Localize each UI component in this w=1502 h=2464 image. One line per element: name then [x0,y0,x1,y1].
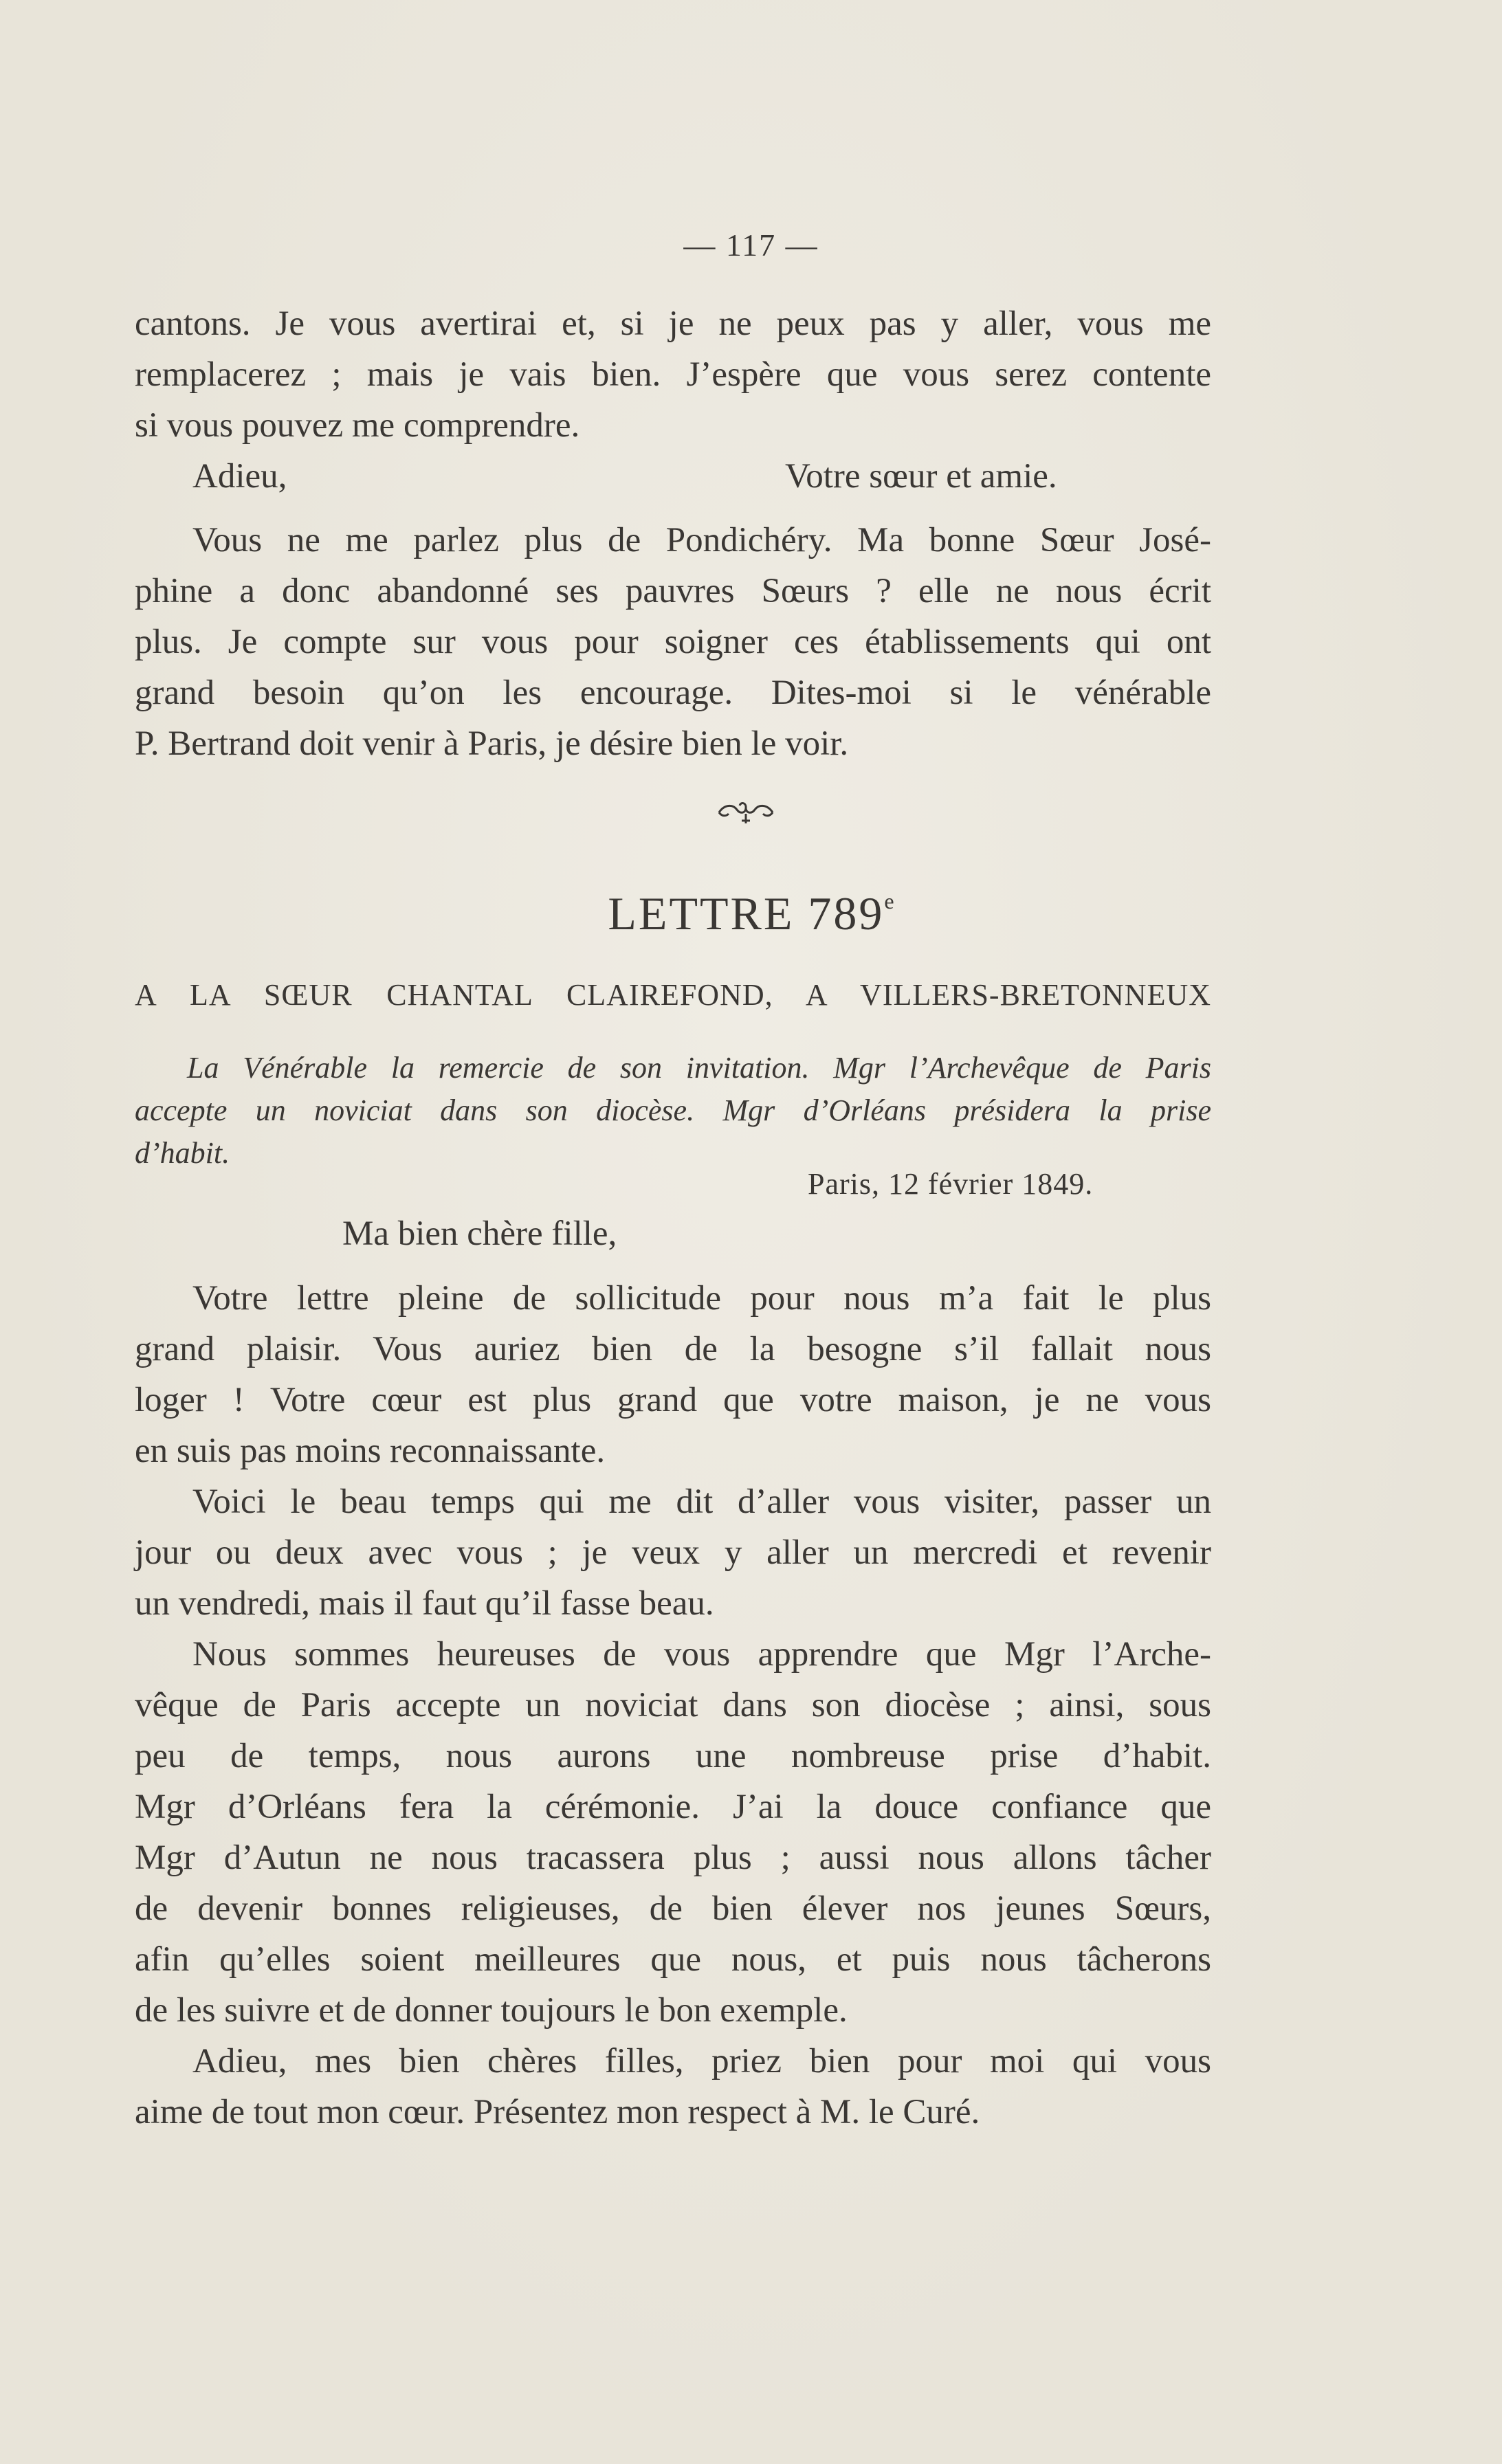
letter-dateline: Paris, 12 février 1849. [808,1167,1094,1201]
summary-line: La Vénérable la remercie de son invitation. Mgr l’Archevêque de Paris [187,1051,1211,1085]
text-line: remplacerez ; mais je vais bien. J’espère que vous serez contente [135,355,1211,394]
letter-summary [135,1047,1211,1175]
text-line: loger ! Votre cœur est plus grand que votre maison, je ne vous [135,1381,1211,1419]
summary-line: accepte un noviciat dans son diocèse. Mgr d’Orléans présidera la prise [135,1094,1211,1127]
text-line: grand besoin qu’on les encourage. Dites-moi si le vénérable [135,674,1211,712]
text-line: Voici le beau temps qui me dit d’aller vous visiter, passer un [192,1483,1211,1521]
closing-signature: Votre sœur et amie. [785,457,1057,496]
letter-body [135,1273,1211,2138]
text-line: aime de tout mon cœur. Présentez mon respect à M. le Curé. [135,2093,980,2131]
text-line: de devenir bonnes religieuses, de bien élever nos jeunes Sœurs, [135,1889,1211,1928]
text-line: en suis pas moins reconnaissante. [135,1432,606,1470]
letter-addressee: A LA SŒUR CHANTAL CLAIREFOND, A VILLERS-BRETONNEUX [135,978,1211,1012]
text-line: un vendredi, mais il faut qu’il fasse beau. [135,1584,714,1623]
text-line: cantons. Je vous avertirai et, si je ne peux pas y aller, vous me [135,304,1211,343]
closing-farewell: Adieu, [192,457,287,496]
text-line: de les suivre et de donner toujours le bon exemple. [135,1991,848,2030]
text-line: afin qu’elles soient meilleures que nous, et puis nous tâcherons [135,1940,1211,1979]
text-line: jour ou deux avec vous ; je veux y aller un mercredi et revenir [135,1533,1211,1572]
text-line: Vous ne me parlez plus de Pondichéry. Ma bonne Sœur José- [192,521,1211,559]
text-line: Mgr d’Autun ne nous tracassera plus ; aussi nous allons tâcher [135,1839,1211,1877]
text-line: Mgr d’Orléans fera la cérémonie. J’ai la douce confiance que [135,1788,1211,1826]
text-line: grand plaisir. Vous auriez bien de la besogne s’il fallait nous [135,1330,1211,1368]
page-number: — 117 — [683,227,819,263]
text-line: phine a donc abandonné ses pauvres Sœurs ? elle ne nous écrit [135,572,1211,610]
letter-title [0,887,1502,941]
letter-number: LETTRE 789 [608,887,885,940]
text-line: vêque de Paris accepte un noviciat dans son diocèse ; ainsi, sous [135,1686,1211,1724]
letter-salutation: Ma bien chère fille, [342,1214,617,1253]
letter-number-suffix: e [884,889,894,913]
text-line: Nous sommes heureuses de vous apprendre que Mgr l’Arche- [192,1635,1211,1674]
postscript-paragraph [135,515,1211,769]
text-line: si vous pouvez me comprendre. [135,406,580,445]
text-line: Adieu, mes bien chères filles, priez bien pour moi qui vous [192,2042,1211,2080]
fleuron-ornament-icon [715,797,777,828]
text-line: Votre lettre pleine de sollicitude pour nous m’a fait le plus [192,1279,1211,1318]
summary-line: d’habit. [135,1136,230,1170]
text-line: plus. Je compte sur vous pour soigner ces établissements qui ont [135,623,1211,661]
previous-letter-paragraph [135,298,1211,451]
text-line: P. Bertrand doit venir à Paris, je désire bien le voir. [135,724,849,763]
text-line: peu de temps, nous aurons une nombreuse prise d’habit. [135,1737,1211,1775]
